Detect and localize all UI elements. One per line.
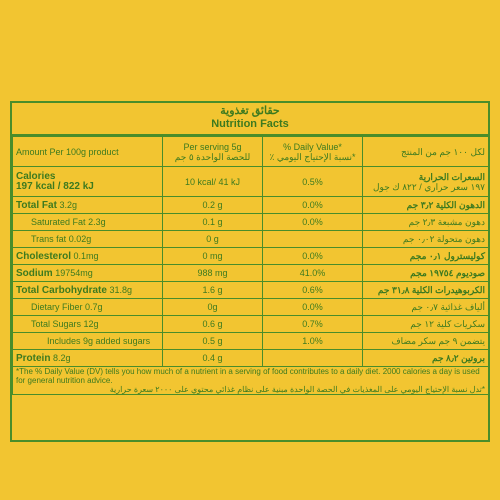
serving-value: 0 mg xyxy=(163,248,263,265)
nutrient-amount: 19754mg xyxy=(55,267,93,278)
nutrient-label xyxy=(13,282,163,299)
table-row xyxy=(13,214,489,231)
column-header-row xyxy=(13,137,489,167)
nutrient-label-ar: سكريات كلية ١٢ جم xyxy=(363,316,489,333)
nutrient-label xyxy=(13,248,163,265)
table-row xyxy=(13,333,489,350)
nutrient-label-ar: صوديوم ١٩٧٥٤ مجم xyxy=(363,265,489,282)
calories-label-ar-text: السعرات الحرارية xyxy=(418,171,485,182)
nutrient-name: Trans fat xyxy=(31,234,67,244)
nutrient-amount: 3.2g xyxy=(59,199,77,210)
nutrition-facts-panel xyxy=(10,101,490,442)
footnote xyxy=(13,367,489,395)
dv-value: 0.7% xyxy=(263,316,363,333)
dv-header-ar: ٪ نسبة الإحتياج اليومي* xyxy=(269,151,356,162)
nutrient-label xyxy=(13,316,163,333)
nutrient-label-ar: كوليسترول ٠٫١ مجم xyxy=(363,248,489,265)
serving-value: 0.4 g xyxy=(163,350,263,367)
nutrient-label xyxy=(13,214,163,231)
title-arabic: حقائق تغذوية xyxy=(220,105,280,117)
nutrient-amount: 0.02g xyxy=(68,234,92,244)
dv-value: 41.0% xyxy=(263,265,363,282)
calories-dv: 0.5% xyxy=(263,167,363,197)
nutrient-name: Sodium xyxy=(16,267,53,279)
calories-label-en: Calories xyxy=(16,170,56,182)
nutrient-name: Saturated Fat xyxy=(31,217,86,227)
nutrient-name: Protein xyxy=(16,352,51,364)
nutrient-amount: 0.7g xyxy=(85,302,103,312)
calories-value-ar: ١٩٧ سعر حراري / ٨٢٢ ك جول xyxy=(373,181,485,192)
table-row xyxy=(13,316,489,333)
serving-header-en: Per serving 5g xyxy=(183,141,242,152)
nutrient-label-ar: دهون متحولة ٠٫٠٢ جم xyxy=(363,231,489,248)
nutrient-name: Total Sugars xyxy=(31,319,82,329)
nutrient-amount: 8.2g xyxy=(52,352,71,363)
dv-header xyxy=(263,137,363,167)
calories-value-en: 197 kcal / 822 kJ xyxy=(16,180,94,192)
nutrition-header xyxy=(12,103,488,136)
serving-header-ar: للحصة الواحدة ٥ جم xyxy=(174,151,251,162)
table-row xyxy=(13,231,489,248)
serving-value: 0.6 g xyxy=(163,316,263,333)
nutrient-label xyxy=(13,350,163,367)
dv-header-en: % Daily Value* xyxy=(283,141,342,152)
table-row xyxy=(13,265,489,282)
table-row xyxy=(13,299,489,316)
dv-value xyxy=(263,350,363,367)
basis-label: Amount Per 100g product xyxy=(13,137,163,167)
nutrient-label-ar: دهون مشبعة ٢٫٣ جم xyxy=(363,214,489,231)
calories-label-ar xyxy=(363,167,489,197)
calories-label xyxy=(13,167,163,197)
nutrient-amount: 0.1mg xyxy=(73,250,99,261)
nutrient-label xyxy=(13,299,163,316)
nutrient-label xyxy=(13,333,163,350)
nutrient-name: Includes 9g added sugars xyxy=(47,336,151,346)
title-english: Nutrition Facts xyxy=(211,118,289,130)
nutrient-label xyxy=(13,265,163,282)
nutrient-label-ar: يتضمن ٩ جم سكر مضاف xyxy=(363,333,489,350)
table-row xyxy=(13,197,489,214)
nutrient-name: Dietary Fiber xyxy=(31,302,83,312)
nutrient-name: Total Carbohydrate xyxy=(16,284,107,296)
nutrient-name: Total Fat xyxy=(16,199,57,211)
nutrient-amount: 2.3g xyxy=(88,217,106,227)
footnote-en: *The % Daily Value (DV) tells you how much of a nutrient in a serving of food contributes to a daily diet. 2000 calories a day is used for general nutrition advice. xyxy=(16,367,480,385)
dv-value: 1.0% xyxy=(263,333,363,350)
footnote-row xyxy=(13,367,489,395)
footnote-ar: *تدل نسبة الإحتياج اليومي على المغذيات في الحصة الواحدة مبنية على نظام غذائي محتوي على ٢٠٠٠ سعرة حرارية xyxy=(109,385,485,394)
calories-row xyxy=(13,167,489,197)
nutrient-amount: 31.8g xyxy=(109,284,132,295)
dv-value: 0.0% xyxy=(263,248,363,265)
nutrient-amount: 12g xyxy=(83,319,99,329)
serving-value: 0.1 g xyxy=(163,214,263,231)
nutrient-label-ar: الكربوهيدرات الكلية ٣١٫٨ جم xyxy=(363,282,489,299)
serving-value: 0 g xyxy=(163,231,263,248)
serving-value: 0.2 g xyxy=(163,197,263,214)
table-row xyxy=(13,350,489,367)
table-row xyxy=(13,248,489,265)
dv-value: 0.6% xyxy=(263,282,363,299)
nutrient-label-ar: ألياف غذائية ٠٫٧ جم xyxy=(363,299,489,316)
nutrient-label-ar: الدهون الكلية ٣٫٢ جم xyxy=(363,197,489,214)
nutrition-table xyxy=(12,136,489,395)
dv-value: 0.0% xyxy=(263,197,363,214)
nutrient-label xyxy=(13,197,163,214)
nutrient-label-ar: بروتين ٨٫٢ جم xyxy=(363,350,489,367)
nutrient-label xyxy=(13,231,163,248)
serving-value: 0g xyxy=(163,299,263,316)
dv-value xyxy=(263,231,363,248)
serving-value: 0.5 g xyxy=(163,333,263,350)
nutrient-name: Cholesterol xyxy=(16,250,72,262)
serving-value: 1.6 g xyxy=(163,282,263,299)
serving-header xyxy=(163,137,263,167)
dv-value: 0.0% xyxy=(263,214,363,231)
serving-value: 988 mg xyxy=(163,265,263,282)
basis-label-ar: لكل ١٠٠ جم من المنتج xyxy=(363,137,489,167)
calories-serving: 10 kcal/ 41 kJ xyxy=(163,167,263,197)
dv-value: 0.0% xyxy=(263,299,363,316)
table-row xyxy=(13,282,489,299)
